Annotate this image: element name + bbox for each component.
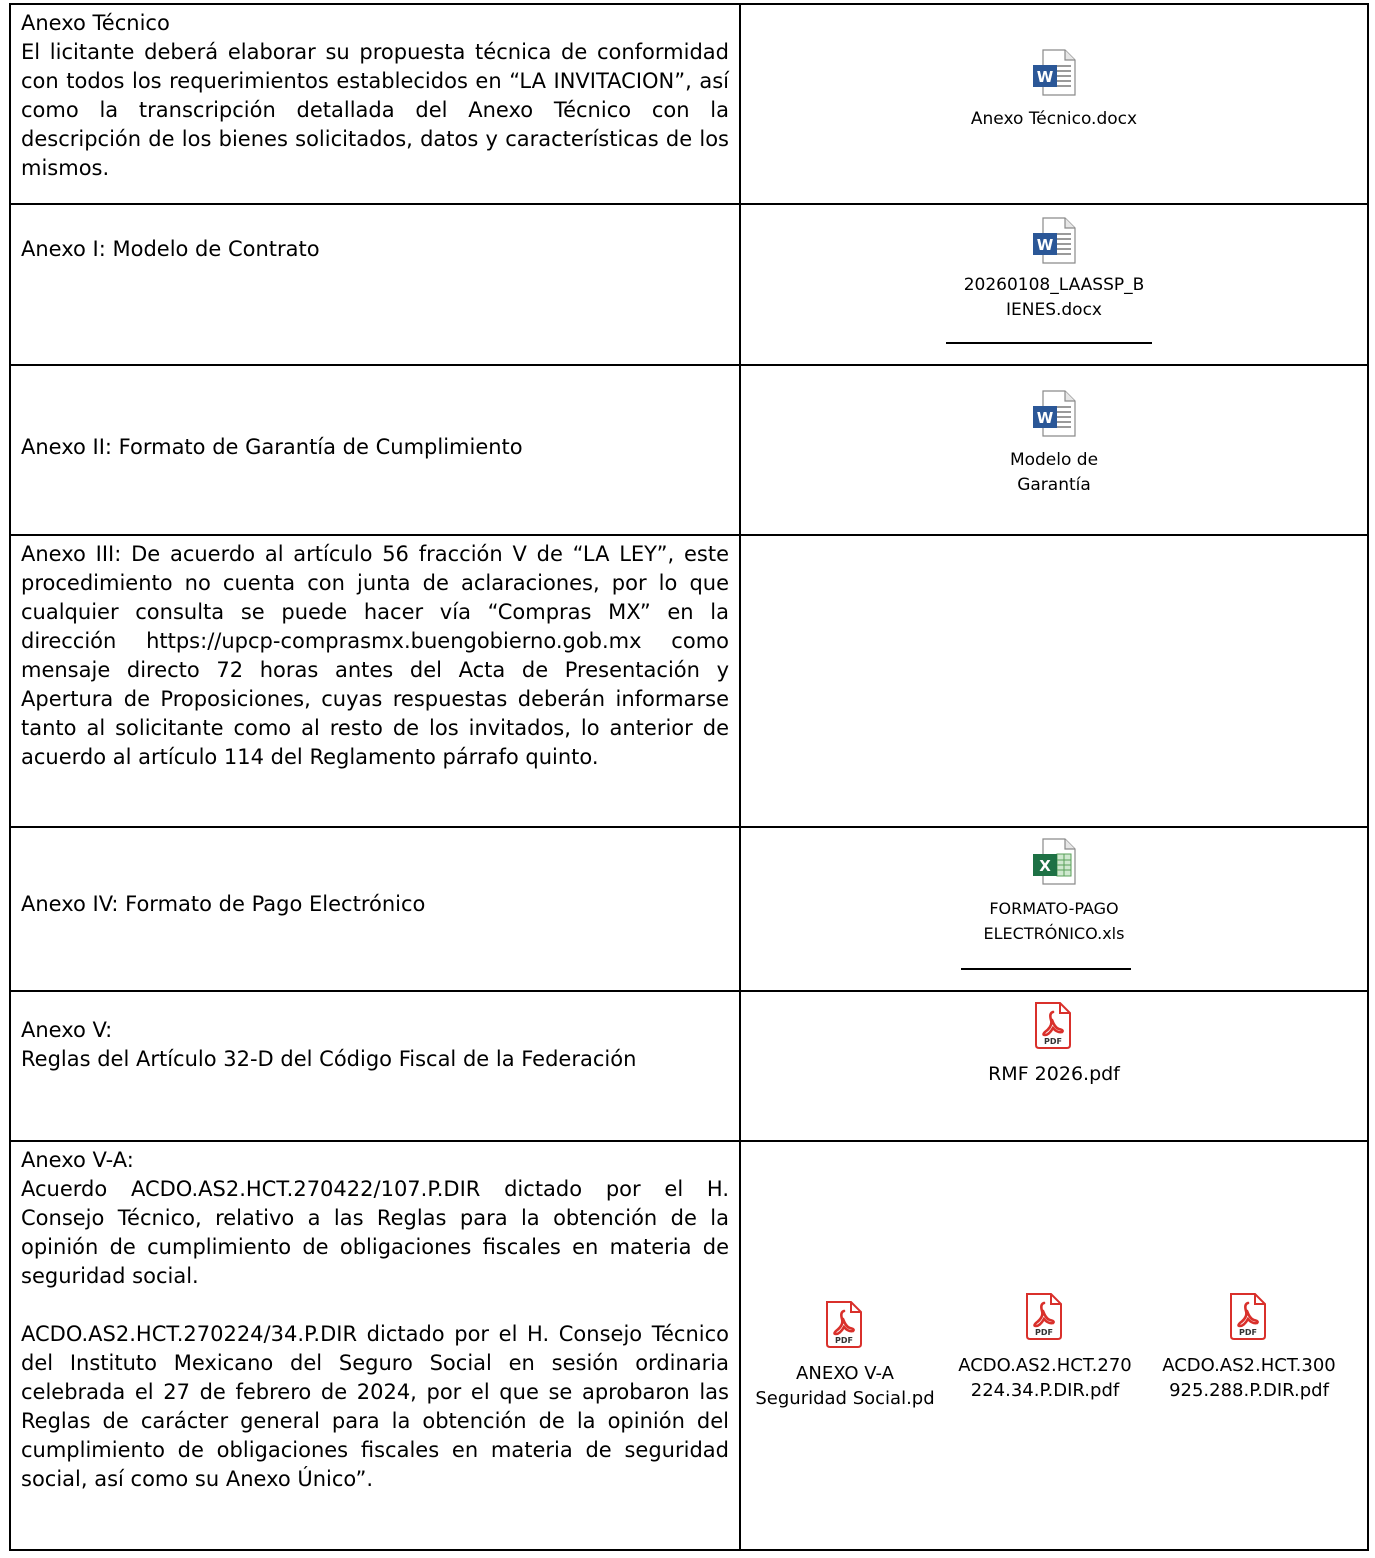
row-description-cell bbox=[10, 827, 740, 991]
excel-sheet-icon bbox=[1031, 838, 1077, 886]
underline-divider bbox=[946, 342, 1152, 344]
annex-description: El licitante deberá elaborar su propuesta técnica de conformidad con todos los requerimientos establecidos en “LA INVITACION”, así como la transcripción detallada del Anexo Técnico con la descripción de los bienes solicitados, datos y características de los mismos. bbox=[21, 40, 729, 180]
attachment-file[interactable] bbox=[904, 838, 1204, 946]
table-row bbox=[10, 535, 1368, 827]
row-description-cell bbox=[10, 1141, 740, 1550]
file-name-line-2: 224.34.P.DIR.pdf bbox=[970, 1380, 1120, 1401]
pdf-icon bbox=[1226, 1293, 1272, 1341]
table-row bbox=[10, 991, 1368, 1141]
row-description-cell bbox=[10, 365, 740, 535]
underline-divider bbox=[961, 968, 1131, 970]
annex-title: Anexo V-A: bbox=[21, 1148, 134, 1172]
annex-title: Anexo IV: Formato de Pago Electrónico bbox=[21, 892, 426, 916]
annex-description: Anexo III: De acuerdo al artículo 56 fracción V de “LA LEY”, este procedimiento no cuenta con junta de aclaraciones, por lo que cualquier consulta se puede hacer vía “Compras MX” en la dirección https://upcp-comprasmx.buengobierno.gob.mx como mensaje directo 72 horas antes del Acta de Presentación y Apertura de Proposiciones, cuyas respuestas deberán informarse tanto al solicitante como al resto de los invitados, lo anterior de acuerdo al artículo 114 del Reglamento párrafo quinto. bbox=[21, 542, 729, 769]
row-attachment-cell bbox=[740, 204, 1368, 365]
file-name-line-2: Garantía bbox=[1017, 475, 1091, 495]
attachment-file[interactable] bbox=[954, 1002, 1154, 1087]
table-row bbox=[10, 1141, 1368, 1550]
table-row bbox=[10, 4, 1368, 204]
word-doc-icon bbox=[1031, 49, 1077, 97]
file-name-line-2: IENES.docx bbox=[1005, 300, 1102, 320]
file-name-line-1: ANEXO V-A bbox=[796, 1363, 894, 1384]
pdf-icon bbox=[1031, 1002, 1077, 1050]
annex-title: Anexo II: Formato de Garantía de Cumplimiento bbox=[21, 435, 523, 459]
table-row bbox=[10, 204, 1368, 365]
word-doc-icon bbox=[1031, 217, 1077, 265]
row-attachment-cell bbox=[740, 827, 1368, 991]
row-description-cell bbox=[10, 204, 740, 365]
annex-table bbox=[9, 3, 1369, 1551]
row-attachment-cell bbox=[740, 991, 1368, 1141]
table-row bbox=[10, 827, 1368, 991]
word-doc-icon bbox=[1031, 390, 1077, 438]
row-attachment-cell bbox=[740, 365, 1368, 535]
file-name-line-2: Seguridad Social.pd bbox=[755, 1388, 935, 1409]
row-description-cell bbox=[10, 991, 740, 1141]
pdf-icon bbox=[822, 1301, 868, 1349]
attachment-file[interactable] bbox=[954, 390, 1154, 498]
file-name: Anexo Técnico.docx bbox=[970, 109, 1138, 129]
annex-title: Anexo Técnico bbox=[21, 11, 170, 35]
row-attachment-cell bbox=[740, 4, 1368, 204]
attachment-file[interactable] bbox=[945, 1293, 1145, 1403]
file-name: RMF 2026.pdf bbox=[988, 1063, 1120, 1085]
row-description-cell bbox=[10, 4, 740, 204]
row-attachment-cell bbox=[740, 1141, 1368, 1550]
row-attachment-cell-empty bbox=[740, 535, 1368, 827]
row-description-cell bbox=[10, 535, 740, 827]
annex-description: Reglas del Artículo 32-D del Código Fiscal de la Federación bbox=[21, 1047, 637, 1071]
annex-title: Anexo V: bbox=[21, 1018, 113, 1042]
annex-description-2: ACDO.AS2.HCT.270224/34.P.DIR dictado por el H. Consejo Técnico del Instituto Mexicano del Seguro Social en sesión ordinaria celebrada el 27 de febrero de 2024, por el que se aprobaron las Reglas de carácter general para la obtención de la opinión del cumplimiento de obligaciones fiscales en materia de seguridad social, así como su Anexo Único”. bbox=[21, 1322, 729, 1491]
annex-title: Anexo I: Modelo de Contrato bbox=[21, 237, 320, 261]
file-name-line-1: Modelo de bbox=[1009, 450, 1099, 470]
file-name-line-1: 20260108_LAASSP_B bbox=[963, 275, 1145, 295]
file-name-line-2: 925.288.P.DIR.pdf bbox=[1169, 1380, 1329, 1401]
table-row bbox=[10, 365, 1368, 535]
pdf-icon bbox=[1022, 1293, 1068, 1341]
annex-description: Acuerdo ACDO.AS2.HCT.270422/107.P.DIR dictado por el H. Consejo Técnico, relativo a las Reglas para la obtención de la opinión de cumplimiento de obligaciones fiscales en materia de seguridad social. bbox=[21, 1177, 729, 1288]
file-name-line-1: ACDO.AS2.HCT.300 bbox=[1162, 1355, 1336, 1376]
attachment-file[interactable] bbox=[745, 1301, 945, 1411]
attachment-file[interactable] bbox=[954, 49, 1154, 132]
attachment-file[interactable] bbox=[1149, 1293, 1349, 1403]
file-name-line-1: ACDO.AS2.HCT.270 bbox=[958, 1355, 1132, 1376]
attachment-file[interactable] bbox=[904, 217, 1204, 323]
file-name-line-1: FORMATO-PAGO bbox=[989, 899, 1119, 918]
file-name-line-2: ELECTRÓNICO.xls bbox=[983, 924, 1125, 943]
